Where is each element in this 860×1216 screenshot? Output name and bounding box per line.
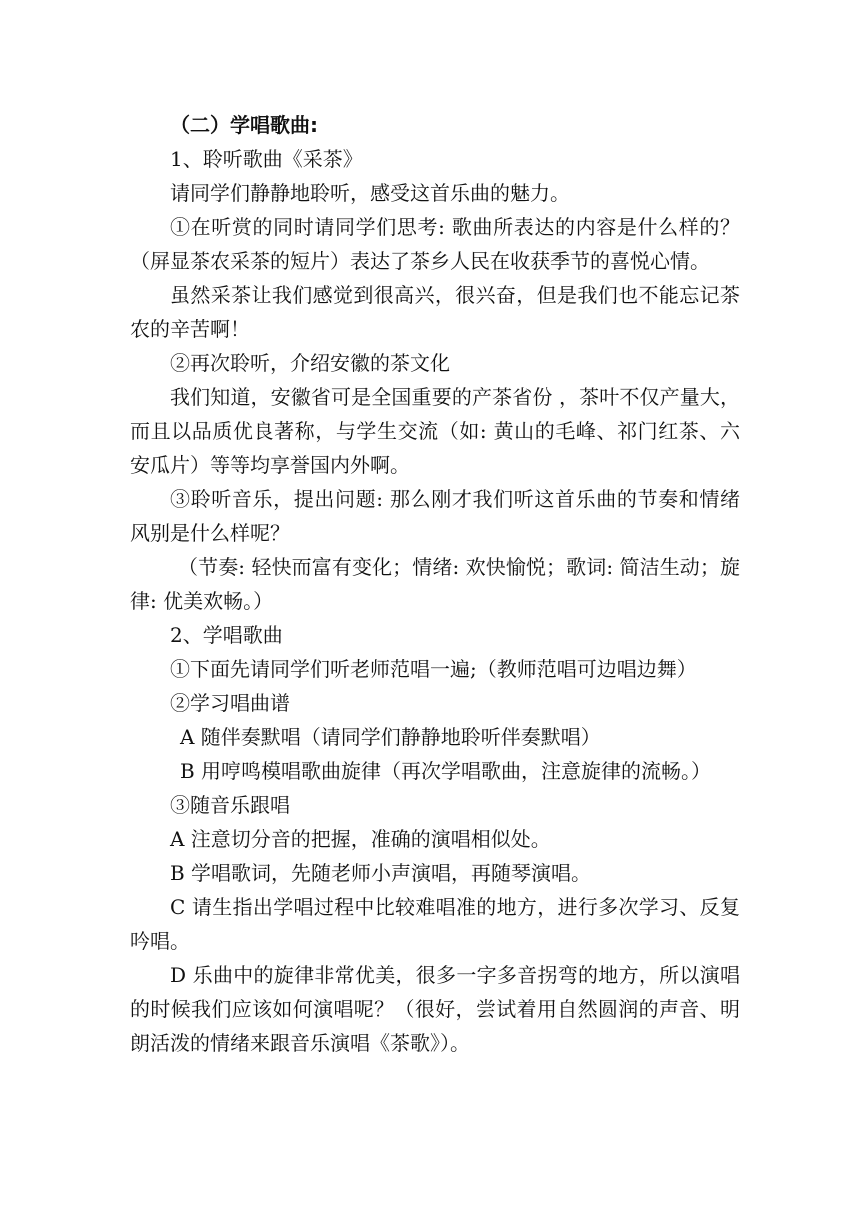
list-item-b-lyrics: B 学唱歌词，先随老师小声演唱，再随琴演唱。 (170, 861, 592, 885)
list-item-a-silent-sing: A 随伴奏默唱（请同学们静静地聆听伴奏默唱） (180, 725, 601, 749)
paragraph-anhui-tea-culture: ②再次聆听，介绍安徽的茶文化 (170, 351, 450, 375)
list-item-a-syncopation: A 注意切分音的把握，准确的演唱相似处。 (170, 827, 551, 851)
paragraph-anhui-province: 我们知道，安徽省可是全国重要的产茶省份 ，茶叶不仅产量大，而且以品质优良著称，与学生交流（如: 黄山的毛峰、祁门红茶、六安瓜片）等等均享誉国内外啊。 (130, 385, 740, 477)
list-item-c-difficult-parts: C 请生指出学唱过程中比较难唱准的地方，进行多次学习、反复吟唱。 (130, 895, 740, 953)
paragraph-tea-farmers: 虽然采茶让我们感觉到很高兴，很兴奋，但是我们也不能忘记茶农的辛苦啊！ (130, 283, 740, 341)
list-item-b-humming: B 用哼鸣模唱歌曲旋律（再次学唱歌曲，注意旋律的流畅。） (180, 759, 712, 783)
list-item-d-melody: D 乐曲中的旋律非常优美，很多一字多音拐弯的地方，所以演唱的时候我们应该如何演唱呢？（很好，尝试着用自然圆润的声音、明朗活泼的情绪来跟音乐演唱《茶歌》）。 (130, 963, 740, 1055)
paragraph-rhythm-answer: （节奏: 轻快而富有变化；情绪: 欢快愉悦；歌词: 简洁生动；旋律: 优美欢畅。） (130, 555, 740, 613)
paragraph-think-content: ①在听赏的同时请同学们思考: 歌曲所表达的内容是什么样的？（屏显茶农采茶的短片）表达了茶乡人民在收获季节的喜悦心情。 (130, 215, 740, 273)
subsection-listen-song: 1、聆听歌曲《采茶》 (170, 147, 363, 171)
paragraph-rhythm-question: ③聆听音乐，提出问题: 那么刚才我们听这首乐曲的节奏和情绪风别是什么样呢？ (130, 487, 740, 545)
subsection-learn-song: 2、学唱歌曲 (170, 623, 283, 647)
document-page (130, 108, 740, 1060)
paragraph-teacher-demo: ①下面先请同学们听老师范唱一遍;（教师范唱可边唱边舞） (170, 657, 697, 681)
section-heading: （二）学唱歌曲: (170, 113, 318, 137)
paragraph-learn-score: ②学习唱曲谱 (170, 691, 290, 715)
paragraph-listen-quietly: 请同学们静静地聆听，感受这首乐曲的魅力。 (170, 181, 570, 205)
paragraph-sing-along: ③随音乐跟唱 (170, 793, 290, 817)
